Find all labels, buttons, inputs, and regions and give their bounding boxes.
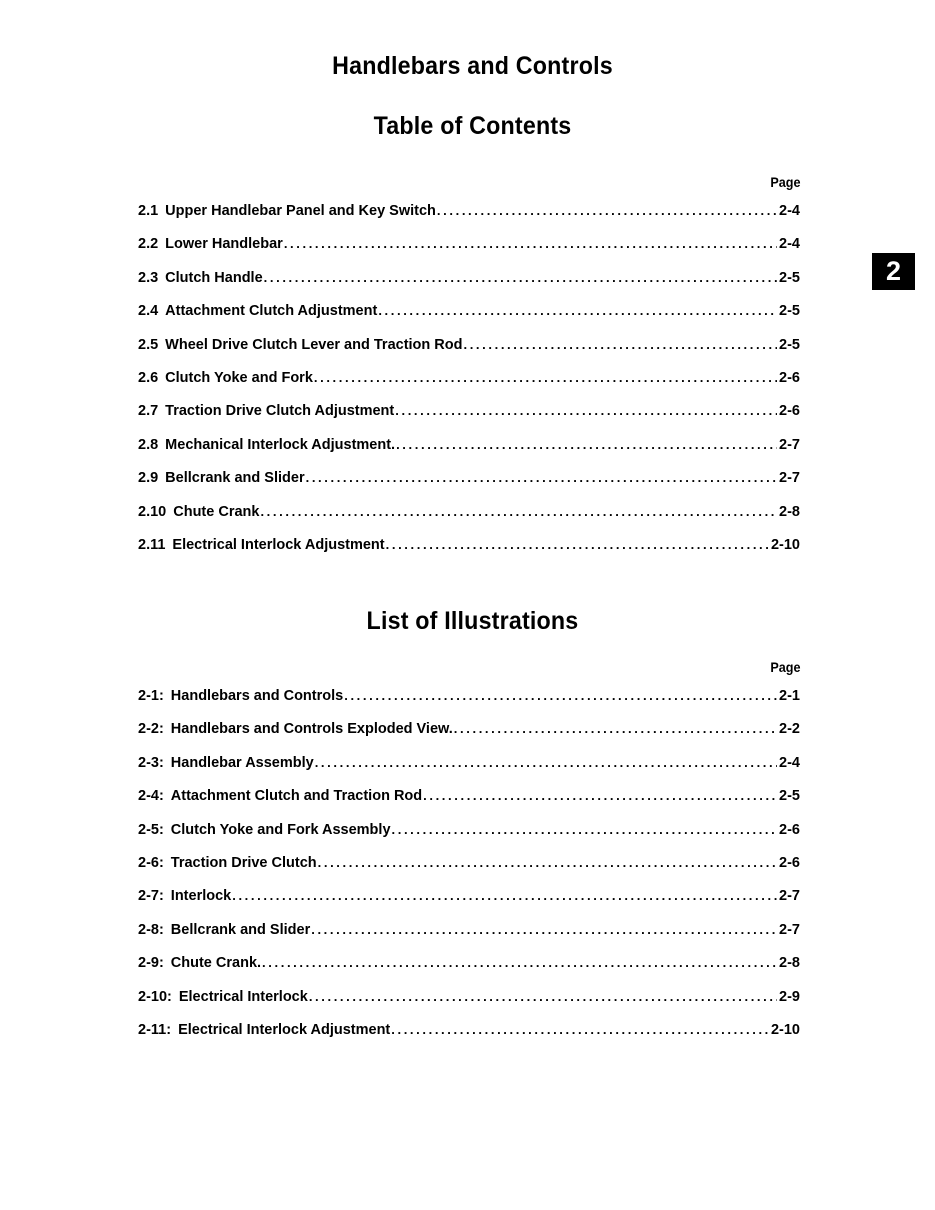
entry-number: 2.10 [138,503,167,520]
entry-number: 2.3 [138,269,159,286]
entry-label: Attachment Clutch Adjustment [165,303,378,320]
entry-number: 2.11 [138,536,166,553]
entry-label: Electrical Interlock [178,988,308,1005]
entry-number: 2.2 [138,236,159,253]
dot-leader [396,437,777,452]
toc-entry[interactable] [138,270,800,303]
illustration-entry[interactable] [138,755,800,788]
dot-leader [314,370,777,385]
entry-number: 2-4: [138,788,164,805]
entry-page: 2-7 [779,436,800,453]
illustration-entry[interactable] [138,822,800,855]
entry-label: Clutch Handle [165,269,263,286]
entry-page: 2-6 [779,369,800,386]
entry-page: 2-4 [779,754,800,771]
entry-page: 2-7 [779,921,800,938]
entry-number: 2.9 [138,470,159,487]
entry-number: 2.4 [138,303,159,320]
entry-label: Interlock [170,888,232,905]
toc-entry[interactable] [138,437,800,470]
entry-label: Chute Crank. [170,955,262,972]
entry-label: Bellcrank and Slider [165,470,305,487]
dot-leader [264,270,777,285]
entry-page: 2-8 [779,955,800,972]
dot-leader [391,1022,769,1037]
dot-leader [309,989,777,1004]
dot-leader [454,721,777,736]
toc-page-column-label: Page [769,174,800,190]
entry-label: Handlebar Assembly [170,754,314,771]
dot-leader [386,537,769,552]
entry-page: 2-5 [779,303,800,320]
entry-page: 2-10 [770,536,800,553]
entry-label: Mechanical Interlock Adjustment. [165,436,396,453]
dot-leader [423,788,777,803]
dot-leader [378,303,777,318]
entry-label: Bellcrank and Slider [170,921,311,938]
dot-leader [311,922,777,937]
entry-number: 2.5 [138,336,159,353]
entry-label: Clutch Yoke and Fork [165,369,313,386]
entry-page: 2-8 [779,503,800,520]
illustration-entry[interactable] [138,688,800,721]
dot-leader [344,688,777,703]
illustration-entry[interactable] [138,922,800,955]
dot-leader [463,337,777,352]
entry-label: Handlebars and Controls Exploded View. [170,721,453,738]
entry-page: 2-9 [779,988,800,1005]
entry-number: 2.8 [138,436,159,453]
entry-page: 2-7 [779,888,800,905]
entry-page: 2-1 [779,688,800,704]
entry-label: Electrical Interlock Adjustment [172,536,385,553]
entry-label: Traction Drive Clutch Adjustment [165,403,395,420]
entry-number: 2-9: [138,955,164,972]
entry-number: 2-8: [138,921,164,938]
dot-leader [284,236,777,251]
dot-leader [318,855,777,870]
entry-page: 2-6 [779,854,800,871]
entry-page: 2-5 [779,269,800,286]
toc-entry[interactable] [138,203,800,236]
entry-number: 2-3: [138,754,164,771]
entry-label: Upper Handlebar Panel and Key Switch [165,203,436,219]
illustration-entry[interactable] [138,1022,800,1055]
dot-leader [315,755,777,770]
dot-leader [392,822,778,837]
document-title: Handlebars and Controls [332,52,613,80]
dot-leader [260,504,777,519]
entry-label: Attachment Clutch and Traction Rod [170,788,423,805]
entry-number: 2-6: [138,854,164,871]
entry-page: 2-7 [779,470,800,487]
toc-entry[interactable] [138,470,800,503]
toc-entry[interactable] [138,303,800,336]
illustrations-list [138,688,800,1055]
entry-number: 2-5: [138,821,164,838]
entry-page: 2-4 [779,236,800,253]
entry-label: Traction Drive Clutch [170,854,317,871]
entry-label: Handlebars and Controls [170,688,344,704]
toc-entry[interactable] [138,370,800,403]
toc-heading: Table of Contents [373,112,572,140]
entry-number: 2.6 [138,369,159,386]
illustration-entry[interactable] [138,788,800,821]
entry-label: Chute Crank [173,503,260,520]
dot-leader [395,403,777,418]
entry-page: 2-6 [779,821,800,838]
entry-page: 2-6 [779,403,800,420]
toc-entry[interactable] [138,504,800,537]
dot-leader [262,955,777,970]
entry-label: Wheel Drive Clutch Lever and Traction Rod [165,336,463,353]
entry-page: 2-2 [779,721,800,738]
entry-label: Clutch Yoke and Fork Assembly [170,821,391,838]
dot-leader [437,203,777,218]
dot-leader [232,888,777,903]
toc-entry[interactable] [138,403,800,436]
entry-number: 2-7: [138,888,164,905]
illustration-entry[interactable] [138,855,800,888]
entry-number: 2-2: [138,721,164,738]
illustration-entry[interactable] [138,989,800,1022]
illustration-entry[interactable] [138,955,800,988]
toc-entry[interactable] [138,537,800,570]
chapter-tab: 2 [872,253,915,290]
entry-number: 2.7 [138,403,159,420]
illustration-entry[interactable] [138,721,800,754]
illustrations-page-column-label: Page [769,659,800,675]
dot-leader [306,470,777,485]
entry-label: Lower Handlebar [165,236,283,253]
entry-page: 2-10 [770,1021,800,1038]
entry-number: 2-1: [138,688,164,704]
toc-list [138,203,800,570]
entry-label: Electrical Interlock Adjustment [178,1021,391,1038]
entry-page: 2-5 [779,788,800,805]
toc-entry[interactable] [138,236,800,269]
entry-page: 2-5 [779,336,800,353]
entry-number: 2.1 [138,203,159,219]
toc-entry[interactable] [138,337,800,370]
illustrations-heading: List of Illustrations [366,607,579,635]
entry-page: 2-4 [779,203,800,219]
entry-number: 2-11: [138,1021,172,1038]
entry-number: 2-10: [138,988,172,1005]
illustration-entry[interactable] [138,888,800,921]
